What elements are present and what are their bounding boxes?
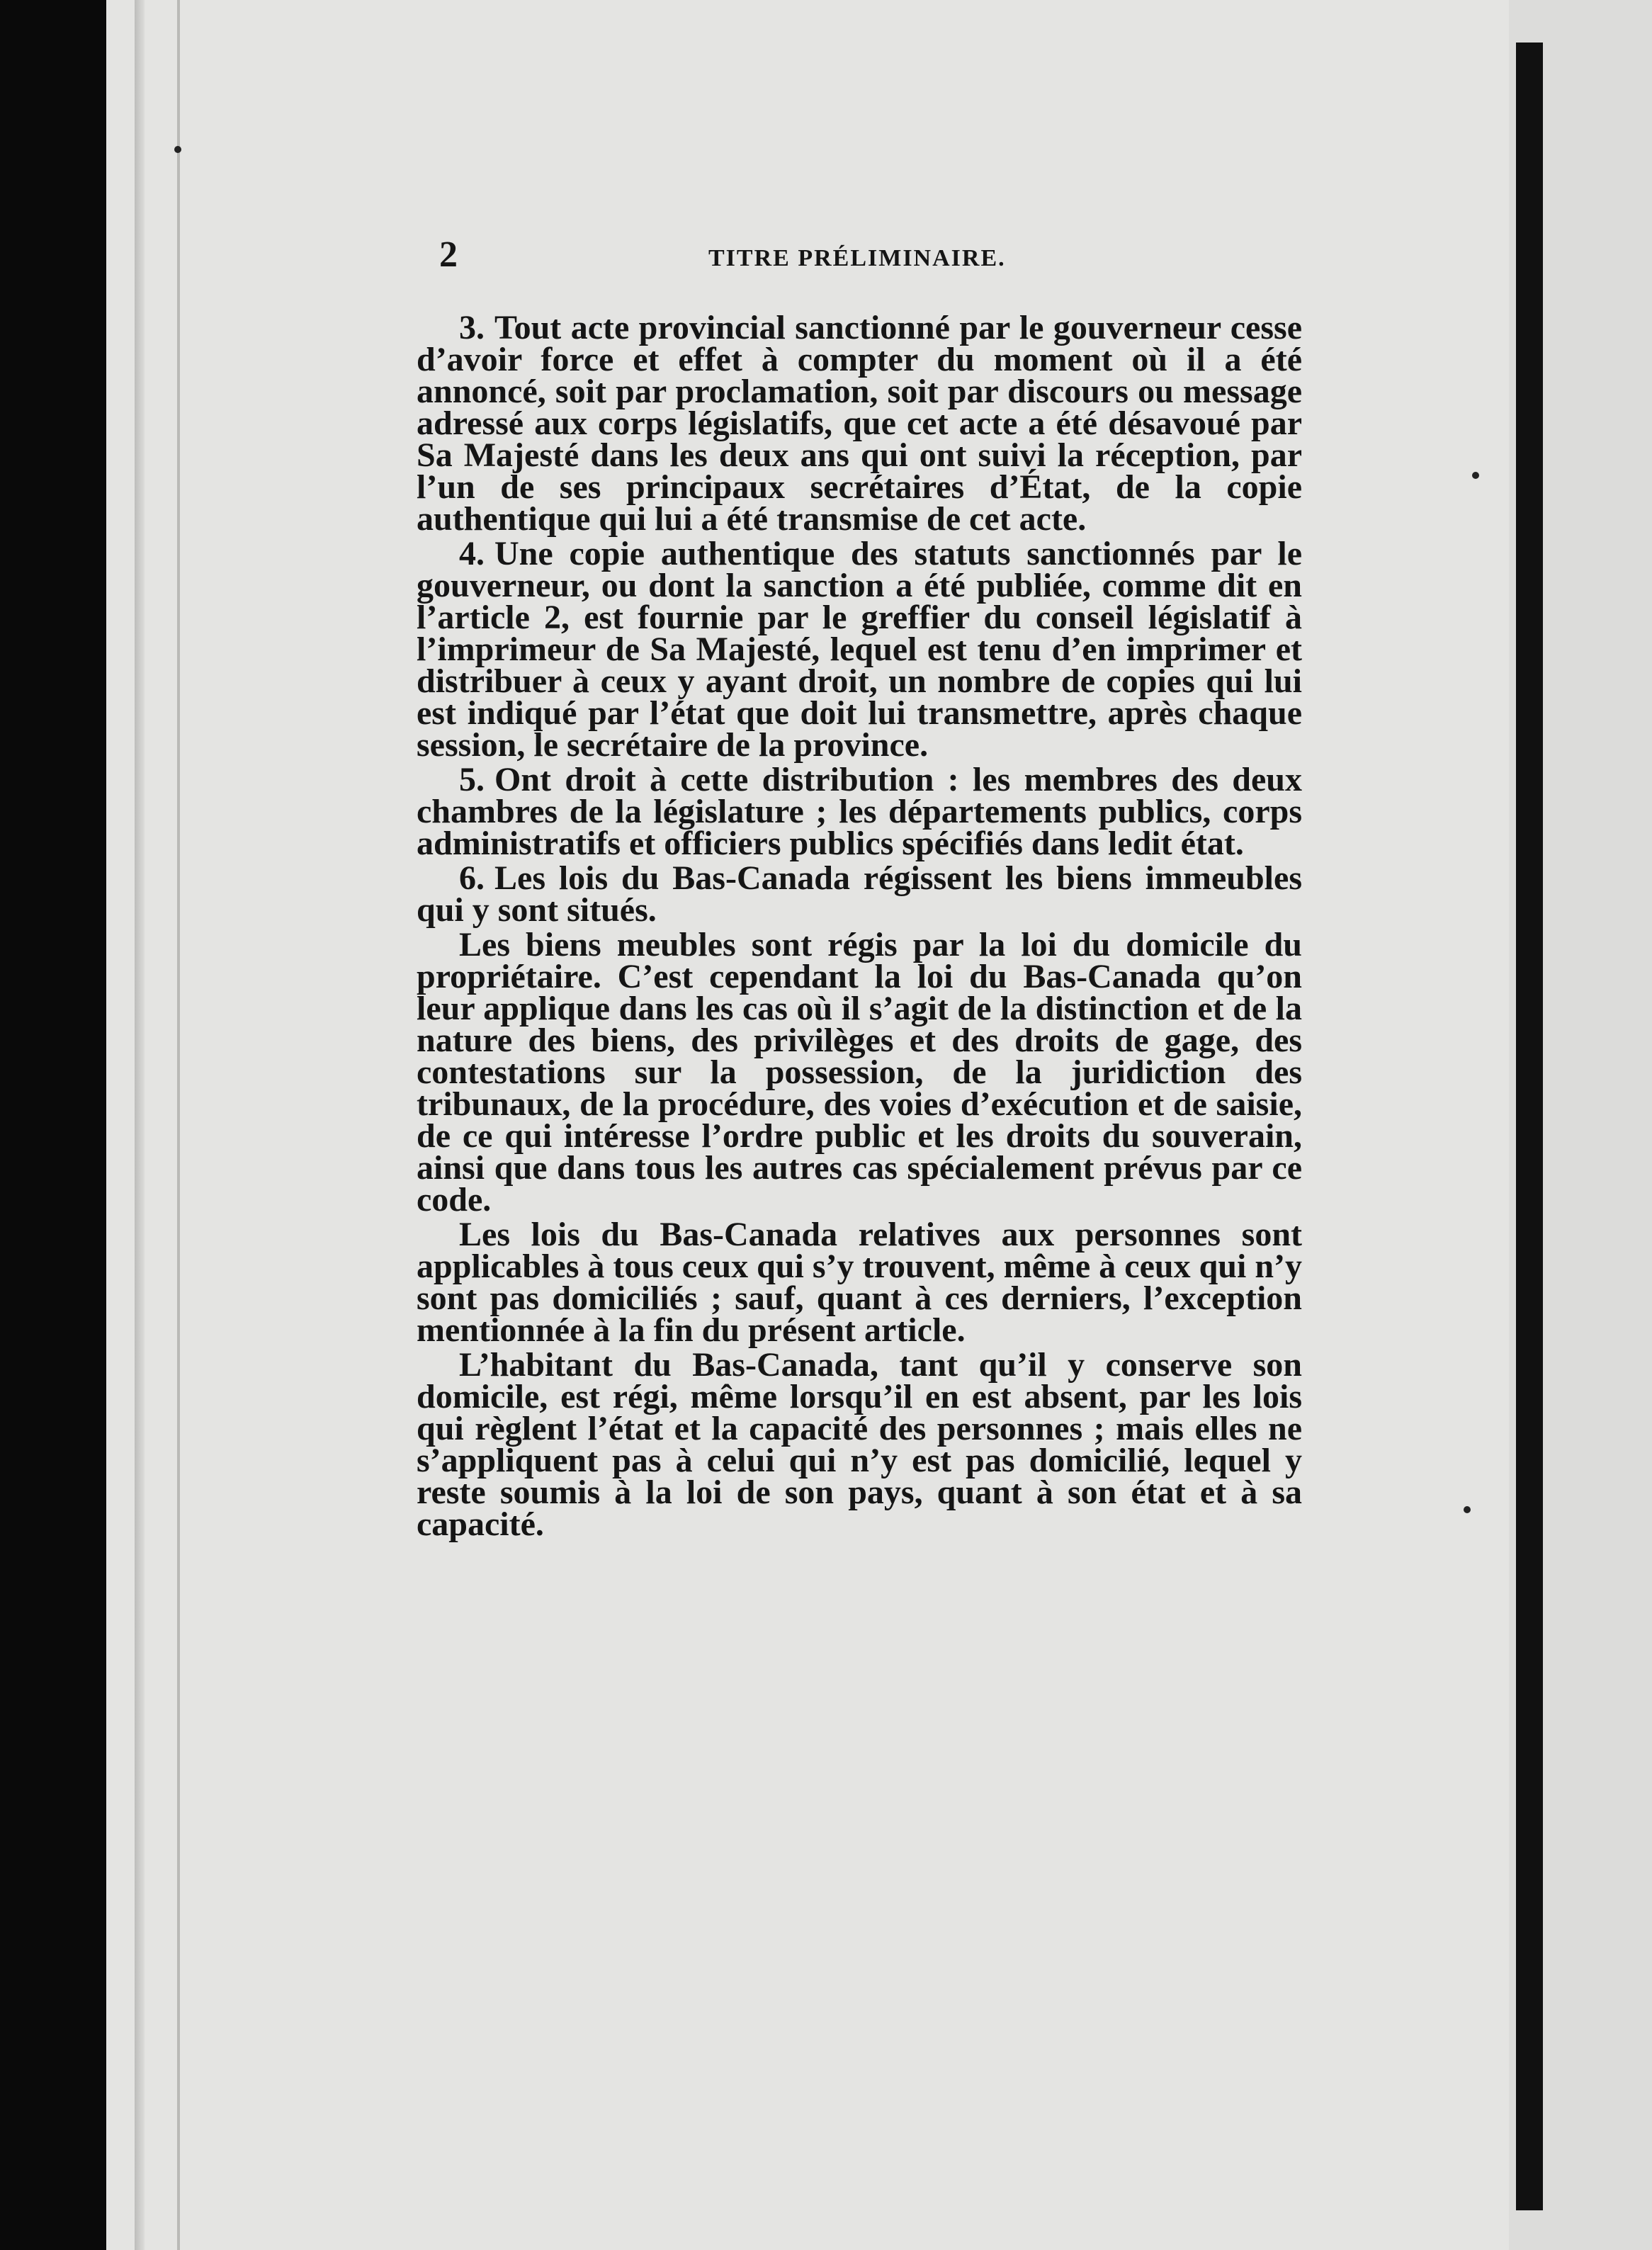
article-paragraph (417, 309, 1302, 538)
article-paragraph (417, 1216, 1302, 1349)
article-paragraph (417, 859, 1302, 929)
article-number: 5. (459, 761, 485, 798)
article-paragraph (417, 761, 1302, 862)
running-head: TITRE PRÉLIMINAIRE. (708, 245, 1006, 271)
article-text: Les lois du Bas-Canada relatives aux personnes sont applicables à tous ceux qui s’y trouvent, même à ceux qui n’y sont pas domiciliés ; sauf, quant à ces derniers, l’exception mentionnée à la fin du présent article. (417, 1216, 1302, 1349)
article-text: Les biens meubles sont régis par la loi du domicile du propriétaire. C’est cependant la loi du Bas-Canada qu’on leur applique dans les cas où il s’agit de la distinction et de la nature des biens, des privilèges et des droits de gage, des contestations sur la possession, de la juridiction des tribunaux, de la procédure, des voies d’exécution et de saisie, de ce qui intéresse l’ordre public et les droits du souverain, ainsi que dans tous les autres cas spécialement prévus par ce code. (417, 926, 1302, 1219)
page-number: 2 (439, 234, 458, 275)
page-header (439, 234, 1289, 276)
speck (174, 146, 181, 153)
article-text: Ont droit à cette distribution : les membres des deux chambres de la législature ; les départements publics, corps administratifs et officiers publics spécifiés dans ledit état. (417, 761, 1302, 862)
article-text: Une copie authentique des statuts sanctionnés par le gouverneur, ou dont la sanction a été publiée, comme dit en l’article 2, est fournie par le greffier du conseil législatif à l’imprimeur de Sa Majesté, lequel est tenu d’en imprimer et distribuer à ceux y ayant droit, un nombre de copies qui lui est indiqué par l’état que doit lui transmettre, après chaque session, le secrétaire de la province. (417, 535, 1302, 764)
article-number: 4. (459, 535, 485, 572)
article-paragraph (417, 1346, 1302, 1543)
page-edge (135, 0, 145, 2250)
article-text: L’habitant du Bas-Canada, tant qu’il y conserve son domicile, est régi, même lorsqu’il en est absent, par les lois qui règlent l’état et la capacité des personnes ; mais elles ne s’appliquent pas à celui qui n’y est pas domicilié, lequel y reste soumis à la loi de son pays, quant à son état et à sa capacité. (417, 1346, 1302, 1543)
page-body (417, 309, 1302, 1543)
article-text: Les lois du Bas-Canada régissent les biens immeubles qui y sont situés. (417, 859, 1302, 929)
article-paragraph (417, 535, 1302, 764)
binding-shadow (1516, 43, 1543, 2210)
speck (1472, 472, 1479, 479)
article-number: 6. (459, 859, 485, 897)
speck (1464, 1506, 1471, 1513)
article-text: Tout acte provincial sanctionné par le gouverneur cesse d’avoir force et effet à compter du moment où il a été annoncé, soit par proclamation, soit par discours ou message adressé aux corps législatifs, que cet acte a été désavoué par Sa Majesté dans les deux ans qui ont suivi la réception, par l’un de ses principaux secrétaires d’État, de la copie authentique qui lui a été transmise de cet acte. (417, 309, 1302, 538)
article-paragraph (417, 926, 1302, 1219)
gutter-line (177, 0, 180, 2250)
article-number: 3. (459, 309, 485, 346)
